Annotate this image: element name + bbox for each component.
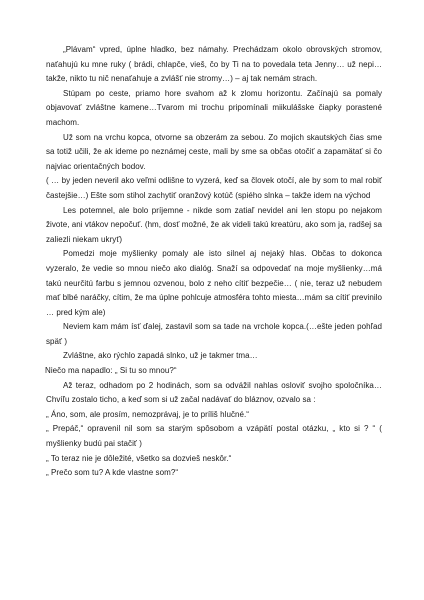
paragraph-2: Stúpam po ceste, priamo hore svahom až k zlomu horizontu. Začínajú sa pomaly objavovať zvláštne kamene…Tvarom mi trochu pripomínali miikulášske čiapky porastené machom. [46, 88, 382, 127]
document-page [46, 43, 382, 481]
paragraph-4: ( … by jeden neveril ako veľmi odlišne to vyzerá, keď sa človek otočí, ale by som to mal robiť častejšie…) Ešte som stihol zachytiť oranžový kotúč (spiého slnka – takže idem na východ [46, 176, 382, 200]
paragraph-3: Už som na vrchu kopca, otvorne sa obzerám za sebou. Zo mojich skautských čias sme sa totiž učili, že ak ideme po neznámej ceste, mali by sme sa občas otočiť a zapamätať si čo najviac orientačných bodov. [46, 132, 382, 171]
paragraph-8: Zvláštne, ako rýchlo zapadá slnko, už je takmer tma… [63, 351, 258, 361]
dialogue-line-1: „ Áno, som, ale prosím, nemozprávaj, je to príliš hlučné.“ [46, 409, 249, 419]
paragraph-7: Neviem kam mám ísť ďalej, zastavil som sa tade na vrchole kopca.(…ešte jeden pohľad späť ) [46, 322, 382, 346]
paragraph-1: „Plávam“ vpred, úplne hladko, bez námahy. Prechádzam okolo obrovských stromov, naťahujú ku mne ruky ( brádi, chlapče, vieš, čo by Ti na to povedala teta Jenny… už nepi…takže, nikto tu nič nenaťahuje a zvlášť nie stromy…) – aj tak nemám strach. [46, 45, 382, 84]
dialogue-line-3: „ To teraz nie je dôležité, všetko sa dozvieš neskôr.“ [46, 453, 232, 463]
dialogue-line-2: „ Prepáč,“ opravenil nil som sa starým spôsobom a vzápätí postal otázku, „ kto si ? “ ( myšlienky budú pai stačiť ) [46, 424, 382, 449]
dialogue-line-4: „ Prečo som tu? A kde vlastne som?“ [46, 468, 179, 478]
paragraph-5: Les potemnel, ale bolo príjemne - nikde som zatiaľ nevidel ani len stopu po nejakom živote, ani vtákov nepočuť. (hm, dosť možné, že ak videli takú kreatúru, ako som ja, radšej sa zaliezli niekam ukryť) [46, 205, 382, 244]
paragraph-9: Niečo ma napadlo: „ Si tu so mnou?“ [45, 366, 177, 376]
paragraph-10: Až teraz, odhadom po 2 hodinách, som sa odvážil nahlas osloviť svojho spoločníka… Chvíľu zostalo ticho, a keď som si už začal nadávať do bláznov, ozvalo sa : [46, 380, 382, 405]
paragraph-6: Pomedzi moje myšlienky pomaly ale isto silnel aj nejaký hlas. Občas to dokonca vyzeralo, že vedie so mnou niečo ako dialóg. Snaží sa odpovedať na moje myšlienky…má takú neurčitú farbu s jemnou ozvenou, bolo z neho cítiť bezpečie… ( nie, teraz už nebudem mať blbé naráčky, cítim, že ma úplne pohlcuje atmosféra tohto miesta…mám sa cítiť previnilo … pred kým ale) [46, 249, 382, 317]
